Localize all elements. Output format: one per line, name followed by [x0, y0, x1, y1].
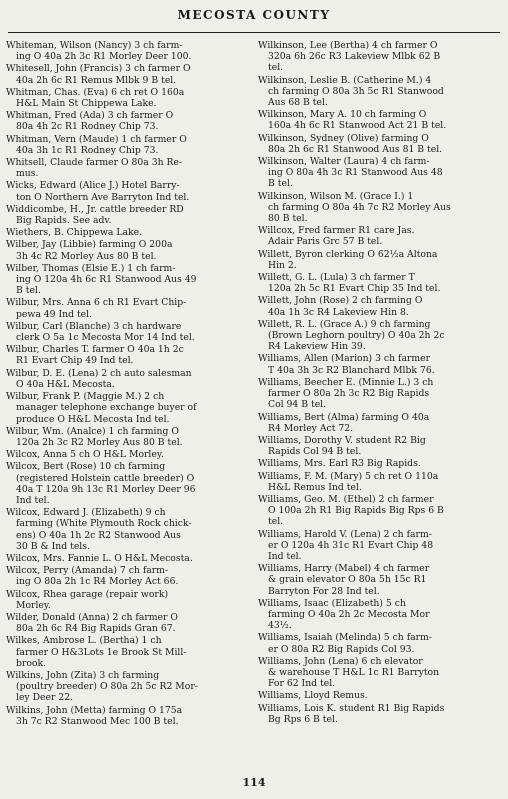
entry-line: 80a 2h 6c R4 Big Rapids Gran 67. — [16, 623, 176, 635]
entry-line: Wilkinson, Wilson M. (Grace I.) 1 — [258, 190, 414, 202]
directory-entry — [258, 656, 500, 690]
entry-line: Wilkinson, Lee (Bertha) 4 ch farmer O — [258, 40, 438, 51]
directory-entry — [6, 589, 248, 611]
entry-line: Whiteman, Wilson (Nancy) 3 ch farm- — [6, 40, 183, 51]
entry-line: Ind tel. — [268, 550, 302, 562]
directory-entry — [6, 180, 248, 202]
entry-line: Wilkinson, Walter (Laura) 4 ch farm- — [258, 156, 430, 168]
entry-line: (poultry breeder) O 80a 2h 5c R2 Mor- — [16, 681, 198, 693]
entry-line: Willett, John (Rose) 2 ch farming O — [258, 295, 423, 307]
directory-entry — [258, 191, 500, 225]
entry-line: 40a T 120a 9h 13c R1 Morley Deer 96 — [16, 483, 196, 495]
entry-line: ton O Northern Ave Barryton Ind tel. — [16, 191, 190, 203]
directory-entry — [6, 63, 248, 85]
entry-line: Col 94 B tel. — [268, 399, 327, 411]
entry-line: er O 80a R2 Big Rapids Col 93. — [268, 643, 415, 655]
entry-line: Williams, Isaiah (Melinda) 5 ch farm- — [258, 632, 432, 644]
directory-entry — [6, 635, 248, 669]
entry-line: brook. — [16, 657, 47, 669]
entry-line: Wilcox, Edward J. (Elizabeth) 9 ch — [6, 507, 166, 519]
entry-line: farming O 40a 2h 2c Mecosta Mor — [268, 608, 430, 620]
directory-entry — [258, 458, 500, 469]
entry-line: Wilkinson, Leslie B. (Catherine M.) 4 — [258, 74, 432, 86]
entry-line: Whitman, Vern (Maude) 1 ch farmer O — [6, 133, 187, 145]
directory-entry — [6, 449, 248, 460]
directory-entry — [258, 690, 500, 701]
directory-entry — [6, 40, 248, 62]
entry-line: Williams, Beecher E. (Minnie L.) 3 ch — [258, 376, 434, 388]
entry-line: tel. — [268, 62, 284, 74]
directory-entry — [258, 529, 500, 563]
entry-line: 3h 7c R2 Stanwood Mec 100 B tel. — [16, 715, 179, 727]
entry-line: produce O H&L Mecosta Ind tel. — [16, 413, 170, 425]
entry-line: Williams, Allen (Marion) 3 ch farmer — [258, 353, 431, 365]
entry-line: Bg Rps 6 B tel. — [268, 713, 338, 725]
entry-line: Wilcox, Anna 5 ch O H&L Morley. — [6, 449, 164, 461]
right-column — [258, 40, 500, 726]
directory-entry — [258, 40, 500, 74]
entry-line: Willett, G. L. (Lula) 3 ch farmer T — [258, 272, 415, 284]
page-number: 114 — [242, 776, 266, 789]
entry-line: 120a 2h 3c R2 Morley Aus 80 B tel. — [16, 436, 183, 448]
entry-line: 40a 2h 6c R1 Remus Mlbk 9 B tel. — [16, 74, 177, 86]
left-column — [6, 40, 248, 728]
entry-line: Williams, Harry (Mabel) 4 ch farmer — [258, 563, 430, 575]
directory-entry — [258, 272, 500, 294]
directory-entry — [258, 225, 500, 247]
entry-line: (Brown Leghorn poultry) O 40a 2h 2c — [268, 330, 445, 342]
entry-line: Wilbur, Wm. (Analce) 1 ch farming O — [6, 425, 179, 437]
entry-line: Widdicombe, H., Jr. cattle breeder RD — [6, 203, 184, 215]
entry-line: Wilbur, Frank P. (Maggie M.) 2 ch — [6, 391, 165, 403]
directory-entry — [6, 321, 248, 343]
directory-entry — [6, 368, 248, 390]
directory-entry — [6, 110, 248, 132]
entry-line: T 40a 3h 3c R2 Blanchard Mlbk 76. — [268, 364, 435, 376]
entry-line: 40a 1h 3c R4 Lakeview Hin 8. — [268, 306, 409, 318]
entry-line: Whitsell, Claude farmer O 80a 3h Re- — [6, 157, 183, 169]
entry-line: R1 Evart Chip 49 Ind tel. — [16, 355, 134, 367]
entry-line: H&L Remus Ind tel. — [268, 481, 362, 493]
entry-line: O 40a H&L Mecosta. — [16, 378, 115, 390]
entry-line: Williams, Dorothy V. student R2 Big — [258, 434, 426, 446]
entry-line: Wilcox, Bert (Rose) 10 ch farming — [6, 461, 166, 473]
entry-line: Wicks, Edward (Alice J.) Hotel Barry- — [6, 180, 180, 192]
entry-line: Wilbur, Charles T. farmer O 40a 1h 2c — [6, 344, 184, 356]
directory-entry — [258, 156, 500, 190]
entry-line: Wiethers, B. Chippewa Lake. — [6, 227, 143, 239]
entry-line: Adair Paris Grc 57 B tel. — [268, 236, 383, 248]
entry-line: & warehouse T H&L 1c R1 Barryton — [268, 666, 440, 678]
directory-entry — [258, 319, 500, 353]
entry-line: Williams, Harold V. (Lena) 2 ch farm- — [258, 528, 432, 540]
entry-line: Wilber, Jay (Libbie) farming O 200a — [6, 239, 173, 251]
page-title: MECOSTA COUNTY — [177, 8, 331, 22]
entry-line: ing O 80a 4h 3c R1 Stanwood Aus 48 — [268, 167, 443, 179]
entry-line: Willett, R. L. (Grace A.) 9 ch farming — [258, 318, 431, 330]
directory-entry — [6, 507, 248, 552]
entry-line: Wilbur, Carl (Blanche) 3 ch hardware — [6, 320, 182, 332]
directory-entry — [6, 553, 248, 564]
directory-entry — [258, 75, 500, 109]
entry-line: ley Deer 22. — [16, 692, 74, 704]
directory-entry — [258, 435, 500, 457]
directory-entry — [258, 133, 500, 155]
entry-line: ch farming O 80a 4h 7c R2 Morley Aus — [268, 201, 451, 213]
directory-entry — [6, 391, 248, 425]
entry-line: Ind tel. — [16, 494, 50, 506]
entry-line: Williams, John (Lena) 6 ch elevator — [258, 655, 423, 667]
entry-line: 120a 2h 5c R1 Evart Chip 35 Ind tel. — [268, 283, 441, 295]
entry-line: Williams, Geo. M. (Ethel) 2 ch farmer — [258, 493, 434, 505]
entry-line: farming (White Plymouth Rock chick- — [16, 518, 192, 530]
entry-line: farmer O 80a 2h 3c R2 Big Rapids — [268, 388, 430, 400]
entry-line: Wilkins, John (Metta) farming O 175a — [6, 704, 183, 716]
directory-entry — [258, 249, 500, 271]
entry-line: Wilkinson, Mary A. 10 ch farming O — [258, 109, 427, 121]
entry-line: Wilbur, D. E. (Lena) 2 ch auto salesman — [6, 367, 192, 379]
directory-entry — [6, 297, 248, 319]
entry-line: For 62 Ind tel. — [268, 678, 336, 690]
entry-line: Morley. — [16, 599, 51, 611]
entry-line: Wilcox, Perry (Amanda) 7 ch farm- — [6, 565, 169, 577]
entry-line: Whitman, Fred (Ada) 3 ch farmer O — [6, 110, 174, 122]
entry-line: Williams, Bert (Alma) farming O 40a — [258, 411, 430, 423]
entry-line: Whitman, Chas. (Eva) 6 ch ret O 160a — [6, 86, 185, 98]
entry-line: 43½. — [268, 620, 292, 632]
entry-line: (registered Holstein cattle breeder) O — [16, 472, 195, 484]
directory-entry — [258, 109, 500, 131]
entry-line: 40a 3h 1c R1 Rodney Chip 73. — [16, 144, 159, 156]
entry-line: H&L Main St Chippewa Lake. — [16, 98, 157, 110]
entry-line: 80a 4h 2c R1 Rodney Chip 73. — [16, 121, 159, 133]
directory-entry — [258, 295, 500, 317]
entry-line: pewa 49 Ind tel. — [16, 308, 93, 320]
entry-line: Willcox, Fred farmer R1 care Jas. — [258, 225, 415, 237]
entry-line: Wilber, Thomas (Elsie E.) 1 ch farm- — [6, 262, 176, 274]
directory-entry — [258, 563, 500, 597]
directory-entry — [258, 412, 500, 434]
entry-line: B tel. — [16, 285, 41, 297]
entry-line: B tel. — [268, 178, 293, 190]
entry-line: er O 120a 4h 31c R1 Evart Chip 48 — [268, 539, 434, 551]
directory-entry — [258, 353, 500, 375]
directory-entry — [6, 670, 248, 704]
entry-line: Wilbur, Mrs. Anna 6 ch R1 Evart Chip- — [6, 297, 187, 309]
entry-line: Williams, F. M. (Mary) 5 ch ret O 110a — [258, 470, 439, 482]
entry-line: R4 Lakeview Hin 39. — [268, 341, 366, 353]
directory-entry — [6, 239, 248, 261]
directory-entry — [6, 461, 248, 506]
directory-entry — [6, 263, 248, 297]
entry-line: Aus 68 B tel. — [268, 97, 328, 109]
entry-line: farmer O H&3Lots 1e Brook St Mill- — [16, 646, 187, 658]
entry-line: clerk O 5a 1c Mecosta Mor 14 Ind tel. — [16, 332, 195, 344]
entry-line: ing O 120a 4h 6c R1 Stanwood Aus 49 — [16, 274, 197, 286]
entry-line: Wilkes, Ambrose L. (Bertha) 1 ch — [6, 635, 162, 647]
entry-line: 80a 2h 6c R1 Stanwood Aus 81 B tel. — [268, 143, 443, 155]
entry-line: Williams, Mrs. Earl R3 Big Rapids. — [258, 458, 421, 470]
entry-line: 160a 4h 6c R1 Stanwood Act 21 B tel. — [268, 120, 447, 132]
entry-line: O 100a 2h R1 Big Rapids Big Rps 6 B — [268, 505, 444, 517]
entry-line: manager telephone exchange buyer of — [16, 402, 197, 414]
entry-line: ing O 80a 2h 1c R4 Morley Act 66. — [16, 576, 179, 588]
directory-entry — [6, 204, 248, 226]
directory-entry — [258, 377, 500, 411]
entry-line: Wilkins, John (Zita) 3 ch farming — [6, 669, 160, 681]
entry-line: Big Rapids. See adv. — [16, 215, 112, 227]
directory-entry — [6, 134, 248, 156]
directory-entry — [6, 157, 248, 179]
directory-entry — [6, 344, 248, 366]
entry-line: Rapids Col 94 B tel. — [268, 446, 362, 458]
page-header — [8, 4, 500, 33]
entry-line: Barryton For 28 Ind tel. — [268, 585, 380, 597]
entry-line: Willett, Byron clerking O 62½a Altona — [258, 248, 438, 260]
entry-line: Williams, Lois K. student R1 Big Rapids — [258, 702, 445, 714]
directory-entry — [258, 703, 500, 725]
directory-entry — [258, 598, 500, 632]
entry-line: Wilcox, Rhea garage (repair work) — [6, 588, 169, 600]
entry-line: 80 B tel. — [268, 213, 308, 225]
entry-line: Williams, Lloyd Remus. — [258, 690, 368, 702]
entry-line: ens) O 40a 1h 2c R2 Stanwood Aus — [16, 529, 181, 541]
directory-entry — [258, 632, 500, 654]
directory-entry — [6, 87, 248, 109]
entry-line: Whitesell, John (Francis) 3 ch farmer O — [6, 63, 191, 75]
entry-line: tel. — [268, 516, 284, 528]
entry-line: Wilcox, Mrs. Fannie L. O H&L Mecosta. — [6, 552, 193, 564]
entry-line: mus. — [16, 168, 39, 180]
directory-entry — [6, 227, 248, 238]
entry-line: Hin 2. — [268, 259, 297, 271]
entry-line: R4 Morley Act 72. — [268, 422, 354, 434]
entry-line: 320a 6h 26c R3 Lakeview Mlbk 62 B — [268, 51, 441, 63]
directory-entry — [6, 565, 248, 587]
entry-line: ing O 40a 2h 3c R1 Morley Deer 100. — [16, 51, 192, 63]
entry-line: Wilkinson, Sydney (Olive) farming O — [258, 132, 429, 144]
entry-line: Williams, Isaac (Elizabeth) 5 ch — [258, 597, 406, 609]
entry-line: & grain elevator O 80a 5h 15c R1 — [268, 574, 427, 586]
entry-line: ch farming O 80a 3h 5c R1 Stanwood — [268, 85, 444, 97]
entry-line: 30 B & Ind tels. — [16, 540, 90, 552]
directory-entry — [6, 426, 248, 448]
directory-entry — [6, 705, 248, 727]
directory-entry — [6, 612, 248, 634]
entry-line: Wilder, Donald (Anna) 2 ch farmer O — [6, 611, 178, 623]
directory-entry — [258, 494, 500, 528]
directory-entry — [258, 471, 500, 493]
entry-line: 3h 4c R2 Morley Aus 80 B tel. — [16, 250, 157, 262]
